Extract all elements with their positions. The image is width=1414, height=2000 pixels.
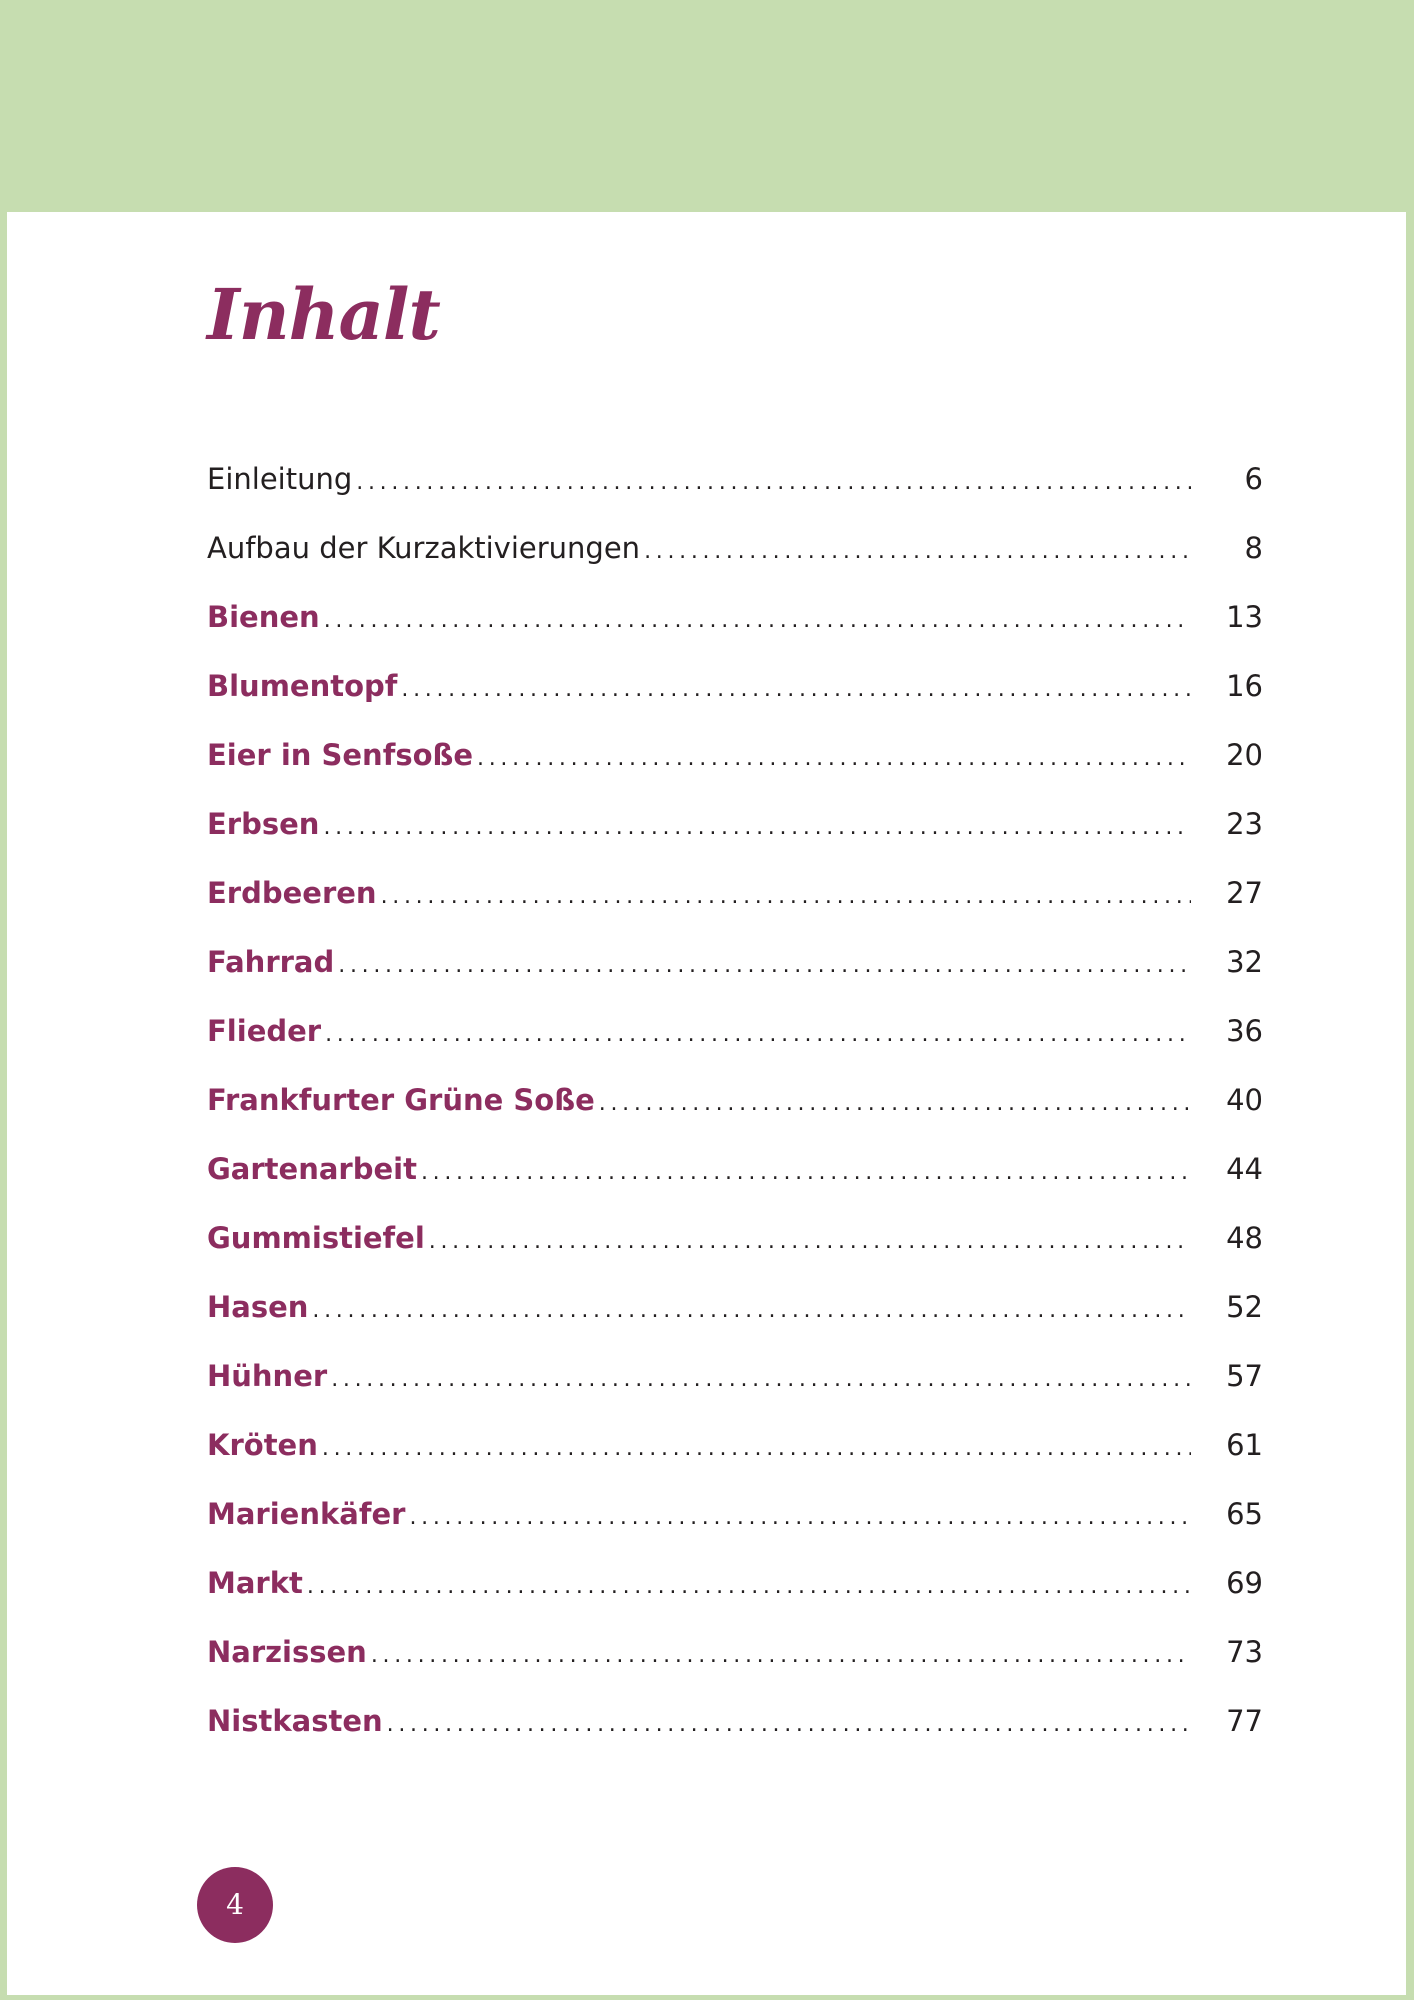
toc-entry-label: Hasen bbox=[207, 1290, 309, 1324]
toc-entry[interactable] bbox=[207, 945, 1263, 1014]
toc-entry[interactable] bbox=[207, 1428, 1263, 1497]
toc-entry-page: 20 bbox=[1226, 738, 1263, 772]
toc-entry[interactable] bbox=[207, 669, 1263, 738]
toc-entry[interactable] bbox=[207, 462, 1263, 531]
toc-entry-page: 61 bbox=[1226, 1428, 1263, 1462]
toc-entry-label: Eier in Senfsoße bbox=[207, 738, 474, 772]
toc-entry-label: Markt bbox=[207, 1566, 303, 1600]
toc-entry-page: 13 bbox=[1226, 600, 1263, 634]
toc-entry[interactable] bbox=[207, 1083, 1263, 1152]
toc-entry[interactable] bbox=[207, 1566, 1263, 1635]
toc-dot-leader bbox=[312, 1298, 1191, 1323]
toc-entry[interactable] bbox=[207, 1221, 1263, 1290]
toc-entry-label: Hühner bbox=[207, 1359, 328, 1393]
toc-entry-page: 16 bbox=[1226, 669, 1263, 703]
toc-entry[interactable] bbox=[207, 1497, 1263, 1566]
toc-entry-page: 65 bbox=[1226, 1497, 1263, 1531]
toc-entry-label: Nistkasten bbox=[207, 1704, 383, 1738]
toc-entry-page: 77 bbox=[1226, 1704, 1263, 1738]
toc-dot-leader bbox=[356, 470, 1191, 495]
toc-entry-label: Einleitung bbox=[207, 462, 353, 496]
toc-entry-page: 57 bbox=[1226, 1359, 1263, 1393]
toc-entry-page: 36 bbox=[1226, 1014, 1263, 1048]
toc-entry-page: 6 bbox=[1244, 462, 1263, 496]
toc-dot-leader bbox=[322, 1436, 1191, 1461]
toc-dot-leader bbox=[325, 1022, 1191, 1047]
toc-entry[interactable] bbox=[207, 1635, 1263, 1704]
toc-dot-leader bbox=[338, 953, 1191, 978]
toc-entry[interactable] bbox=[207, 738, 1263, 807]
toc-entry-page: 23 bbox=[1226, 807, 1263, 841]
toc-entry-label: Kröten bbox=[207, 1428, 318, 1462]
toc-entry-page: 52 bbox=[1226, 1290, 1263, 1324]
toc-entry-page: 69 bbox=[1226, 1566, 1263, 1600]
toc-entry-label: Gummistiefel bbox=[207, 1221, 425, 1255]
toc-dot-leader bbox=[324, 608, 1191, 633]
toc-entry[interactable] bbox=[207, 1359, 1263, 1428]
toc-dot-leader bbox=[381, 884, 1191, 909]
toc-entry-label: Erbsen bbox=[207, 807, 320, 841]
toc-entry[interactable] bbox=[207, 531, 1263, 600]
toc-entry-label: Blumentopf bbox=[207, 669, 398, 703]
toc-entry-page: 8 bbox=[1244, 531, 1263, 565]
toc-entry[interactable] bbox=[207, 1290, 1263, 1359]
toc-entry-label: Marienkäfer bbox=[207, 1497, 406, 1531]
toc-entry-page: 40 bbox=[1226, 1083, 1263, 1117]
toc-dot-leader bbox=[323, 815, 1191, 840]
toc-entry[interactable] bbox=[207, 807, 1263, 876]
toc-entry[interactable] bbox=[207, 876, 1263, 945]
toc-dot-leader bbox=[429, 1229, 1191, 1254]
toc-entry-page: 27 bbox=[1226, 876, 1263, 910]
toc-entry-label: Narzissen bbox=[207, 1635, 367, 1669]
toc-entry[interactable] bbox=[207, 600, 1263, 669]
toc-entry-label: Erdbeeren bbox=[207, 876, 377, 910]
table-of-contents bbox=[207, 462, 1263, 1773]
page-number-badge: 4 bbox=[197, 1867, 273, 1943]
toc-dot-leader bbox=[401, 677, 1191, 702]
toc-dot-leader bbox=[477, 746, 1191, 771]
toc-entry-label: Flieder bbox=[207, 1014, 322, 1048]
toc-entry-page: 48 bbox=[1226, 1221, 1263, 1255]
toc-dot-leader bbox=[387, 1712, 1191, 1737]
toc-dot-leader bbox=[599, 1091, 1191, 1116]
toc-entry-label: Bienen bbox=[207, 600, 320, 634]
toc-dot-leader bbox=[421, 1160, 1191, 1185]
toc-dot-leader bbox=[331, 1367, 1191, 1392]
document-page bbox=[7, 212, 1406, 1995]
toc-entry-page: 44 bbox=[1226, 1152, 1263, 1186]
toc-dot-leader bbox=[307, 1574, 1191, 1599]
toc-dot-leader bbox=[644, 539, 1191, 564]
page-title: Inhalt bbox=[207, 273, 440, 356]
toc-entry-label: Fahrrad bbox=[207, 945, 335, 979]
toc-dot-leader bbox=[371, 1643, 1191, 1668]
toc-entry-label: Frankfurter Grüne Soße bbox=[207, 1083, 595, 1117]
toc-entry-label: Gartenarbeit bbox=[207, 1152, 417, 1186]
toc-entry[interactable] bbox=[207, 1014, 1263, 1083]
toc-entry-label: Aufbau der Kurzaktivierungen bbox=[207, 531, 641, 565]
toc-entry[interactable] bbox=[207, 1152, 1263, 1221]
toc-dot-leader bbox=[409, 1505, 1191, 1530]
toc-entry-page: 73 bbox=[1226, 1635, 1263, 1669]
toc-entry[interactable] bbox=[207, 1704, 1263, 1773]
toc-entry-page: 32 bbox=[1226, 945, 1263, 979]
